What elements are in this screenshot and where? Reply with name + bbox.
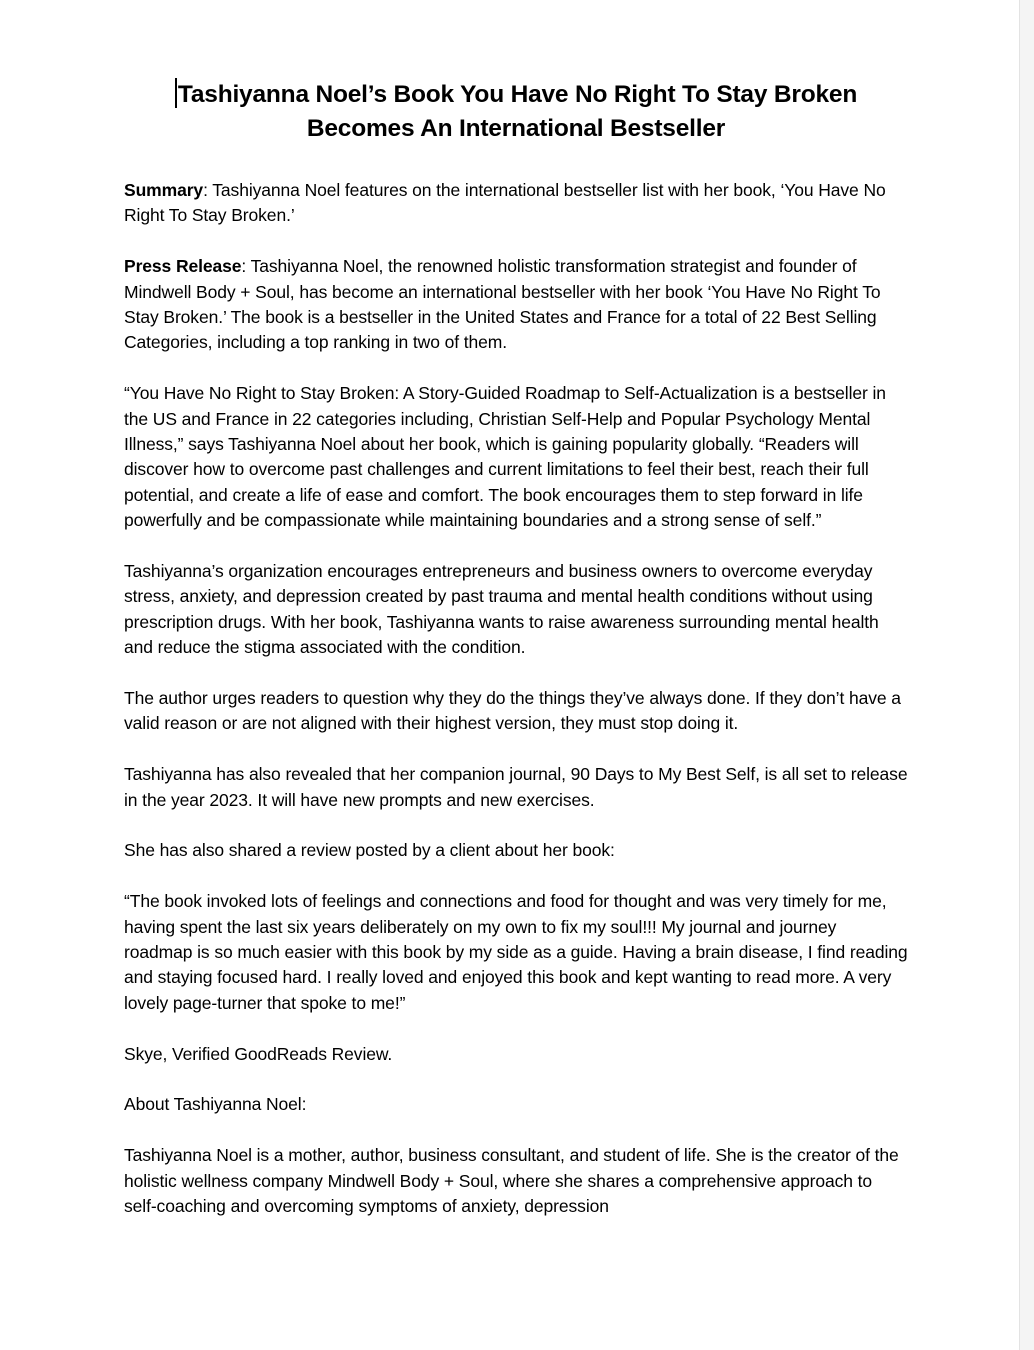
press-release-text: : Tashiyanna Noel, the renowned holistic transformation strategist and founder of Mindwell Body + Soul, has become an international bestseller with her book ‘You Have No Right To Stay Broken.’ The book is a bestseller in the United States and France for a total of 22 Best Selling Categories, including a top ranking in two of them.: [124, 256, 881, 353]
document-body[interactable]: [124, 78, 908, 1220]
body-paragraph-review-intro: She has also shared a review posted by a client about her book:: [124, 840, 615, 861]
press-release-paragraph: [124, 254, 908, 356]
summary-paragraph: [124, 178, 908, 229]
press-release-label: Press Release: [124, 256, 242, 277]
body-paragraph-review: “The book invoked lots of feelings and connections and food for thought and was very timely for me, having spent the last six years deliberately on my own to fix my soul!!! My journal and journey roadmap is so much easier with this book by my side as a guide. Having a brain disease, I find reading and staying focused hard. I really loved and enjoyed this book and kept wanting to read more. A very lovely page-turner that spoke to me!”: [124, 891, 908, 1013]
body-paragraph-organization: Tashiyanna’s organization encourages entrepreneurs and business owners to overcome everyday stress, anxiety, and depression created by past trauma and mental health conditions without using prescription drugs. With her book, Tashiyanna wants to raise awareness surrounding mental health and reduce the stigma associated with the condition.: [124, 561, 879, 658]
text-cursor: [175, 78, 177, 108]
review-attribution: Skye, Verified GoodReads Review.: [124, 1043, 393, 1064]
summary-label: Summary: [124, 180, 204, 200]
document-title[interactable]: [124, 78, 908, 146]
page-edge: [1019, 0, 1034, 1350]
body-paragraph-about: Tashiyanna Noel is a mother, author, business consultant, and student of life. She is the creator of the holistic wellness company Mindwell Body + Soul, where she shares a comprehensive approach to self-coaching and overcoming symptoms of anxiety, depression: [124, 1145, 899, 1217]
about-heading: About Tashiyanna Noel:: [124, 1094, 307, 1115]
body-paragraph-quote: “You Have No Right to Stay Broken: A Story-Guided Roadmap to Self-Actualization is a bestseller in the US and France in 22 categories including, Christian Self-Help and Popular Psychology Mental Illness,” says Tashiyanna Noel about her book, which is gaining popularity globally. “Readers will discover how to overcome past challenges and current limitations to feel their best, reach their full potential, and create a life of ease and comfort. The book encourages them to step forward in life powerfully and be compassionate while maintaining boundaries and a strong sense of self.”: [124, 383, 886, 531]
body-paragraph-journal: Tashiyanna has also revealed that her companion journal, 90 Days to My Best Self, is all set to release in the year 2023. It will have new prompts and new exercises.: [124, 764, 908, 810]
summary-text: : Tashiyanna Noel features on the international bestseller list with her book, ‘You Have No Right To Stay Broken.’: [124, 180, 886, 226]
body-paragraph-author-urges: The author urges readers to question why they do the things they’ve always done. If they don’t have a valid reason or are not aligned with their highest version, they must stop doing it.: [124, 688, 901, 734]
document-title-text: Tashiyanna Noel’s Book You Have No Right To Stay Broken Becomes An International Bestseller: [177, 81, 858, 142]
